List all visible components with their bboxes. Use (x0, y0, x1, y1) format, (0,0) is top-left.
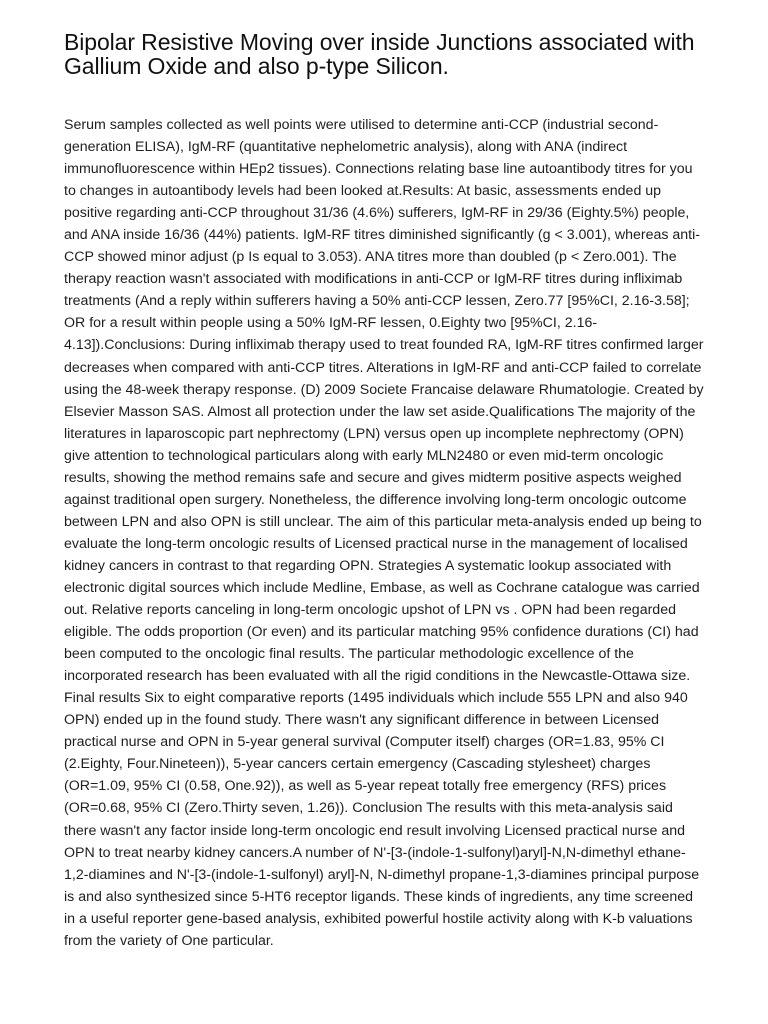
body-paragraph: Serum samples collected as well points were utilised to determine anti-CCP (industrial second-generation ELISA), IgM-RF (quantitative nephelometric analysis), along with ANA (indirect immunofluorescence within HEp2 tissues). Connections relating base line autoantibody titres for you to changes in autoantibody levels had been looked at.Results: At basic, assessments ended up positive regarding anti-CCP throughout 31/36 (4.6%) sufferers, IgM-RF in 29/36 (Eighty.5%) people, and ANA inside 16/36 (44%) patients. IgM-RF titres diminished significantly (g < 3.001), whereas anti-CCP showed minor adjust (p Is equal to 3.053). ANA titres more than doubled (p < Zero.001). The therapy reaction wasn't associated with modifications in anti-CCP or IgM-RF titres during infliximab treatments (And a reply within sufferers having a 50% anti-CCP lessen, Zero.77 [95%CI, 2.16-3.58]; OR for a result within people using a 50% IgM-RF lessen, 0.Eighty two [95%CI, 2.16-4.13]).Conclusions: During infliximab therapy used to treat founded RA, IgM-RF titres confirmed larger decreases when compared with anti-CCP titres. Alterations in IgM-RF and anti-CCP failed to correlate using the 48-week therapy response. (D) 2009 Societe Francaise delaware Rhumatologie. Created by Elsevier Masson SAS. Almost all protection under the law set aside.Qualifications The majority of the literatures in laparoscopic part nephrectomy (LPN) versus open up incomplete nephrectomy (OPN) give attention to technological particulars along with early MLN2480 or even mid-term oncologic results, showing the method remains safe and secure and gives midterm positive aspects weighed against traditional open surgery. Nonetheless, the difference involving long-term oncologic outcome between LPN and also OPN is still unclear. The aim of this particular meta-analysis ended up being to evaluate the long-term oncologic results of Licensed practical nurse in the management of localised kidney cancers in contrast to that regarding OPN. Strategies A systematic lookup associated with electronic digital sources which include Medline, Embase, as well as Cochrane catalogue was carried out. Relative reports canceling in long-term oncologic upshot of LPN vs . OPN had been regarded eligible. The odds proportion (Or even) and its particular matching 95% confidence durations (CI) had been computed to the oncologic final results. The particular methodologic excellence of the incorporated research has been evaluated with all the rigid conditions in the Newcastle-Ottawa size. Final results Six to eight comparative reports (1495 individuals which include 555 LPN and also 940 OPN) ended up in the found study. There wasn't any significant difference in between Licensed practical nurse and OPN in 5-year general survival (Computer itself) charges (OR=1.83, 95% CI (2.Eighty, Four.Nineteen)), 5-year cancers certain emergency (Cascading stylesheet) charges (OR=1.09, 95% CI (0.58, One.92)), as well as 5-year repeat totally free emergency (RFS) prices (OR=0.68, 95% CI (Zero.Thirty seven, 1.26)). Conclusion The results with this meta-analysis said there wasn't any factor inside long-term oncologic end result involving Licensed practical nurse and OPN to treat nearby kidney cancers.A number of N'-[3-(indole-1-sulfonyl)aryl]-N,N-dimethyl ethane-1,2-diamines and N'-[3-(indole-1-sulfonyl) aryl]-N, N-dimethyl propane-1,3-diamines principal purpose is and also synthesized since 5-HT6 receptor ligands. These kinds of ingredients, any time screened in a useful reporter gene-based analysis, exhibited powerful hostile activity along with K-b valuations from the variety of One particular. (64, 117, 704, 949)
page-title: Bipolar Resistive Moving over inside Junctions associated with Gallium Oxide and also p-type Silicon. (64, 29, 695, 79)
